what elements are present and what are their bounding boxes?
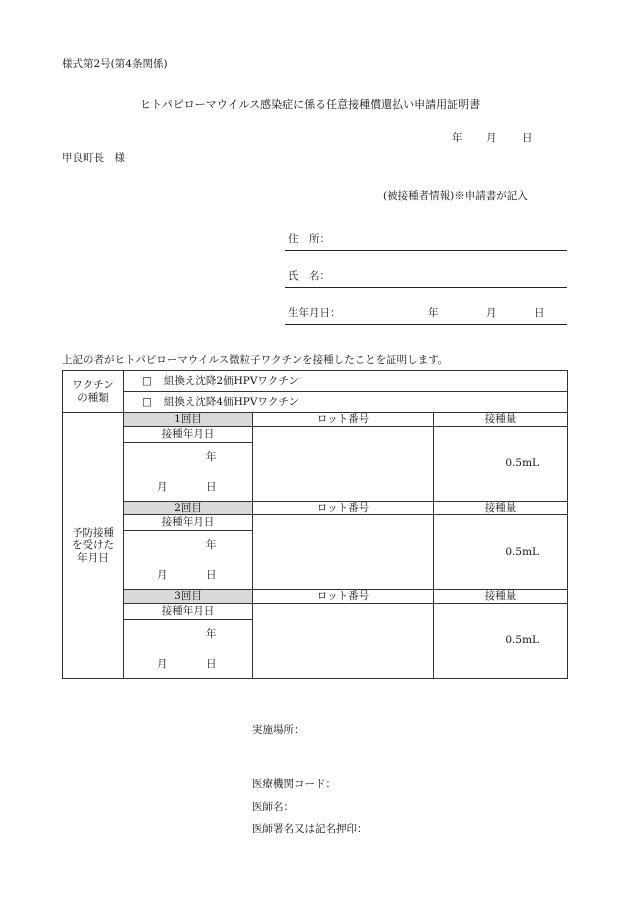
date-day-label: 日 — [522, 132, 533, 144]
birthdate-field-line[interactable] — [285, 324, 567, 325]
name-label: 氏 名： — [288, 270, 330, 282]
dose-1-volume: 0.5mL — [434, 426, 568, 501]
year-label: 年 — [206, 627, 217, 640]
dose-2-label: 2回目 — [124, 501, 253, 515]
form-number: 様式第2号(第4条関係) — [62, 58, 168, 70]
vaccine-type-label: ワクチン の種類 — [63, 371, 124, 413]
volume-header: 接種量 — [434, 590, 568, 604]
doctor-name-label: 医師名： — [252, 801, 294, 813]
volume-header: 接種量 — [434, 413, 568, 427]
vaccine-option-2valent[interactable] — [124, 371, 568, 392]
birth-day-label: 日 — [534, 307, 545, 319]
day-label: 日 — [206, 480, 217, 493]
checkbox-icon[interactable]: □ — [142, 395, 152, 408]
lot-number-header: ロット番号 — [253, 590, 434, 604]
birth-month-label: 月 — [486, 307, 497, 319]
vaccination-date-header: 接種年月日 — [124, 515, 253, 531]
volume-header: 接種量 — [434, 501, 568, 515]
month-label: 月 — [157, 480, 168, 493]
dose-3-volume: 0.5mL — [434, 603, 568, 678]
year-label: 年 — [206, 539, 217, 552]
dose-1-label: 1回目 — [124, 413, 253, 427]
dose-1-date-field[interactable] — [124, 442, 253, 501]
applicant-note: (被接種者情報)※申請書が記入 — [383, 190, 528, 202]
vaccine-option-4valent[interactable] — [124, 392, 568, 413]
page-title: ヒトパピローマウイルス感染症に係る任意接種償還払い申請用証明書 — [140, 98, 481, 111]
dose-2-lot-field[interactable] — [253, 515, 434, 590]
day-label: 日 — [206, 657, 217, 670]
institution-code-label: 医療機関コード： — [252, 778, 336, 790]
certification-statement: 上記の者がヒトパピローマウイルス微粒子ワクチンを接種したことを証明します。 — [62, 354, 449, 366]
birth-year-label: 年 — [428, 307, 439, 319]
date-month-label: 月 — [486, 132, 497, 144]
date-year-label: 年 — [452, 132, 463, 144]
vaccine-option-label: 組換え沈降2価HPVワクチン — [163, 374, 299, 387]
vaccination-place-label: 実施場所： — [252, 724, 305, 736]
doctor-signature-label: 医師署名又は記名押印： — [252, 823, 368, 835]
dose-2-date-field[interactable] — [124, 531, 253, 590]
dose-2-volume: 0.5mL — [434, 515, 568, 590]
name-field-line[interactable] — [285, 287, 567, 288]
address-label: 住 所： — [288, 233, 330, 245]
month-label: 月 — [157, 657, 168, 670]
month-label: 月 — [157, 569, 168, 582]
lot-number-header: ロット番号 — [253, 413, 434, 427]
dose-1-lot-field[interactable] — [253, 426, 434, 501]
dose-3-date-field[interactable] — [124, 619, 253, 678]
dose-3-label: 3回目 — [124, 590, 253, 604]
vaccination-date-header: 接種年月日 — [124, 603, 253, 619]
addressee: 甲良町長 様 — [62, 152, 125, 164]
vaccination-date-header: 接種年月日 — [124, 426, 253, 442]
day-label: 日 — [206, 569, 217, 582]
certificate-table — [62, 370, 568, 679]
vaccine-option-label: 組換え沈降4価HPVワクチン — [163, 395, 299, 408]
address-field-line[interactable] — [285, 250, 567, 251]
vaccination-date-label: 予防接種 を受けた 年月日 — [63, 413, 124, 679]
birthdate-label: 生年月日： — [288, 307, 341, 319]
dose-3-lot-field[interactable] — [253, 603, 434, 678]
year-label: 年 — [206, 450, 217, 463]
checkbox-icon[interactable]: □ — [142, 374, 152, 387]
lot-number-header: ロット番号 — [253, 501, 434, 515]
